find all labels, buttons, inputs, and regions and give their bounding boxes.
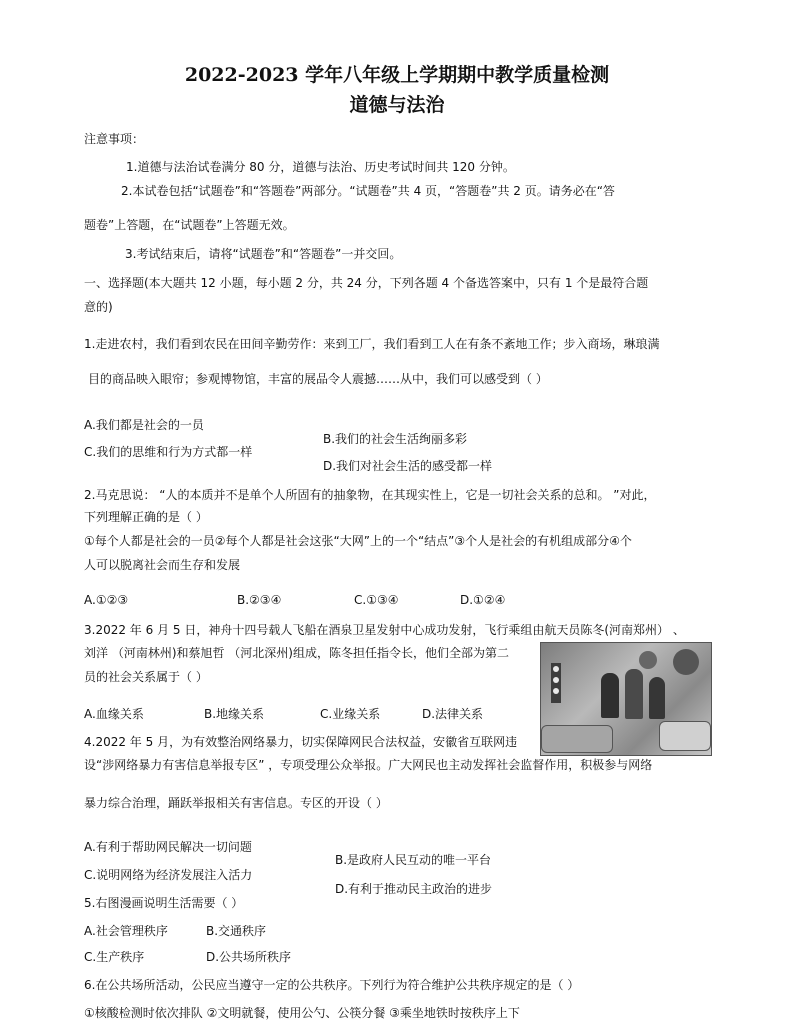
question-1-stem-line1: 1.走进农村，我们看到农民在田间辛勤劳作：来到工厂，我们看到工人在有条不紊地工作；步入商场，琳琅满: [84, 337, 660, 351]
question-2-stem-line3: ①每个人都是社会的一员②每个人都是社会这张“大网”上的一个“结点”③个人是社会的有机组成部分④个: [84, 534, 632, 548]
note-item-1: 1.道德与法治试卷满分 80 分，道德与法治、历史考试时间共 120 分钟。: [126, 160, 515, 174]
question-6-stem: 6.在公共场所活动，公民应当遵守一定的公共秩序。下列行为符合维护公共秩序规定的是（ ）: [84, 978, 580, 992]
question-2-stem-line4: 人可以脱离社会而生存和发展: [84, 558, 241, 572]
question-5-option-a: A.社会管理秩序: [84, 924, 168, 938]
question-1-option-c: C.我们的思维和行为方式都一样: [84, 445, 253, 459]
question-2-option-a: A.①②③: [84, 593, 129, 607]
gear-icon: [639, 651, 657, 669]
section-heading-line1: 一、选择题(本大题共 12 小题，每小题 2 分，共 24 分，下列各题 4 个备选答案中，只有 1 个是最符合题: [84, 276, 649, 290]
question-4-stem-line2: 设“涉网络暴力有害信息举报专区” ，专项受理公众举报。广大网民也主动发挥社会监督作用，积极参与网络: [84, 758, 653, 772]
person-figure-icon: [649, 677, 665, 719]
subject-title: 道德与法治: [349, 94, 445, 116]
note-item-2-line2: 题卷”上答题，在“试题卷”上答题无效。: [84, 218, 295, 232]
question-5-option-c: C.生产秩序: [84, 950, 145, 964]
question-4-option-d: D.有利于推动民主政治的进步: [335, 882, 493, 896]
question-3-option-a: A.血缘关系: [84, 707, 144, 721]
question-3-stem-line2: 刘洋 （河南林州)和蔡旭哲 （河北深州)组成，陈冬担任指令长，他们全部为第二: [84, 646, 509, 660]
section-heading-line2: 意的): [84, 300, 113, 314]
question-4-option-c: C.说明网络为经济发展注入活力: [84, 868, 253, 882]
question-5-option-b: B.交通秩序: [206, 924, 267, 938]
exam-title: 2022-2023 学年八年级上学期期中教学质量检测: [184, 64, 610, 86]
note-item-3: 3.考试结束后，请将“试题卷”和“答题卷”一并交回。: [125, 247, 402, 261]
question-3-option-d: D.法律关系: [422, 707, 484, 721]
question-4-stem-line1: 4.2022 年 5 月，为有效整治网络暴力，切实保障网民合法权益，安徽省互联网违: [84, 735, 518, 749]
question-4-stem-line3: 暴力综合治理，踊跃举报相关有害信息。专区的开设（ ）: [84, 796, 388, 810]
cartoon-illustration: [540, 642, 712, 756]
question-3-option-c: C.业缘关系: [320, 707, 381, 721]
question-3-stem-line3: 员的社会关系属于（ ）: [84, 670, 208, 684]
question-2-option-c: C.①③④: [354, 593, 399, 607]
question-2-option-d: D.①②④: [460, 593, 506, 607]
question-1-option-d: D.我们对社会生活的感受都一样: [323, 459, 493, 473]
note-item-2-line1: 2.本试卷包括“试题卷”和“答题卷”两部分。“试题卷”共 4 页，“答题卷”共 2 页。请务必在“答: [121, 184, 615, 198]
question-6-options: ①核酸检测时依次排队 ②文明就餐，使用公勺、公筷分餐 ③乘坐地铁时按秩序上下: [84, 1006, 520, 1020]
question-4-option-b: B.是政府人民互动的唯一平台: [335, 853, 492, 867]
question-3-option-b: B.地缘关系: [204, 707, 265, 721]
question-2-stem-line1: 2.马克思说： “人的本质并不是单个人所固有的抽象物，在其现实性上，它是一切社会关系的总和。 ”对此，: [84, 488, 656, 502]
car-icon: [541, 725, 613, 753]
question-2-option-b: B.②③④: [237, 593, 282, 607]
car-icon: [659, 721, 711, 751]
notes-heading: 注意事项：: [84, 132, 145, 146]
question-1-stem-line2: 目的商品映入眼帘；参观博物馆，丰富的展品令人震撼……从中，我们可以感受到（ ）: [88, 372, 548, 386]
question-3-stem-line1: 3.2022 年 6 月 5 日，神舟十四号载人飞船在酒泉卫星发射中心成功发射，飞行乘组由航天员陈冬(河南郑州） 、: [84, 623, 685, 637]
person-figure-icon: [625, 669, 643, 719]
question-5-stem: 5.右图漫画说明生活需要（ ）: [84, 896, 244, 910]
question-4-option-a: A.有利于帮助网民解决一切问题: [84, 840, 252, 854]
question-5-option-d: D.公共场所秩序: [206, 950, 292, 964]
person-figure-icon: [601, 673, 619, 718]
question-1-option-a: A.我们都是社会的一员: [84, 418, 204, 432]
gear-icon: [673, 649, 699, 675]
question-2-stem-line2: 下列理解正确的是（ ）: [84, 510, 208, 524]
question-1-option-b: B.我们的社会生活绚丽多彩: [323, 432, 468, 446]
